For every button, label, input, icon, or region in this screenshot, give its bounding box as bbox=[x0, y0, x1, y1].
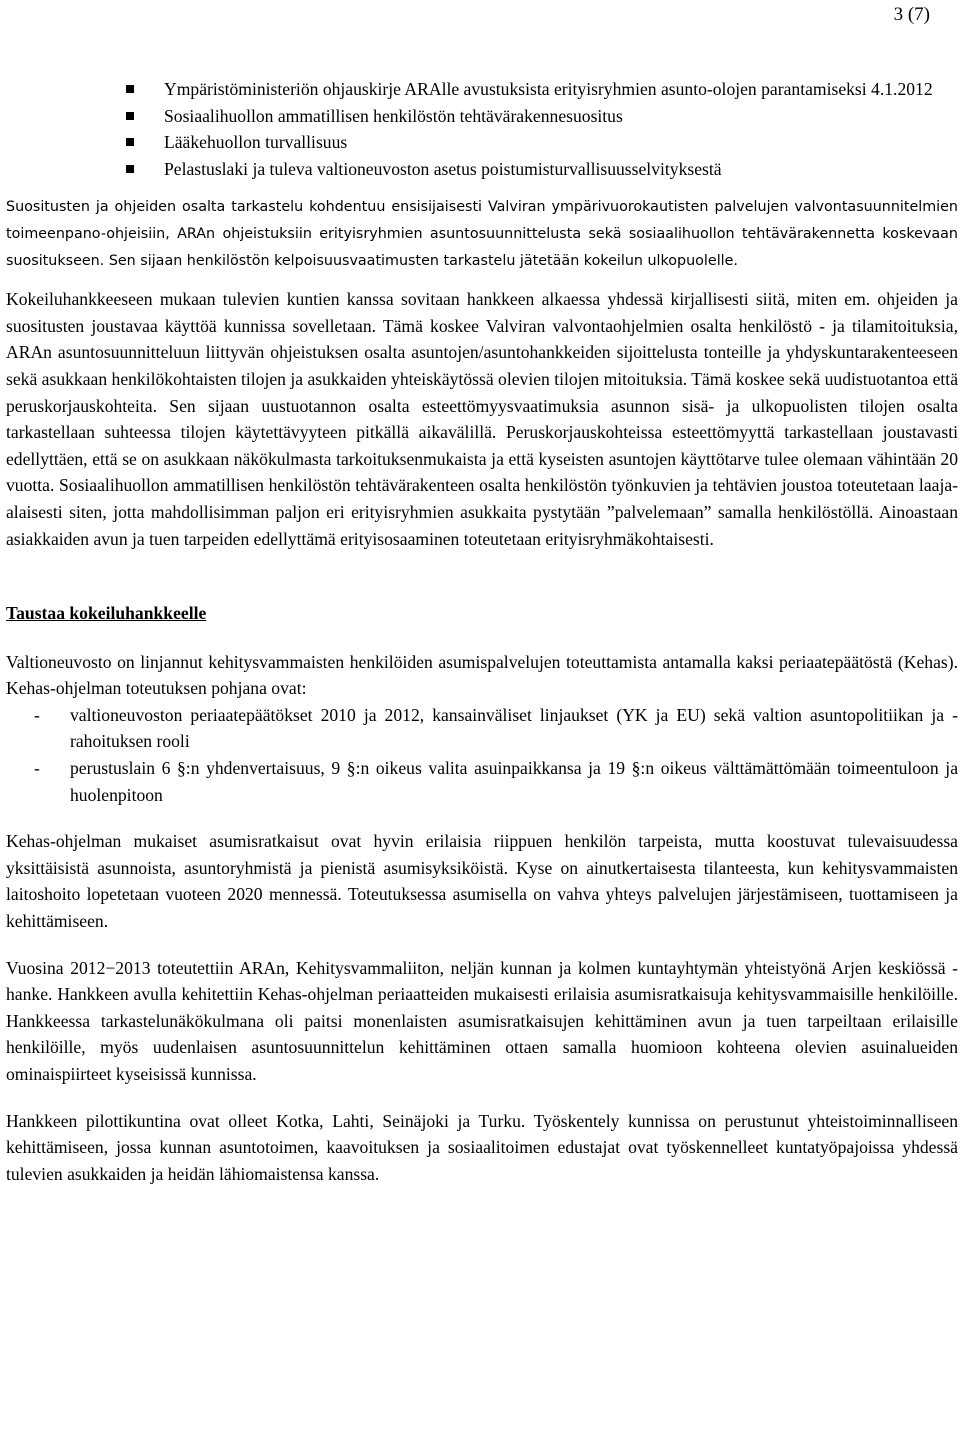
paragraph-pilot: Kokeiluhankkeeseen mukaan tulevien kuntien kanssa sovitaan hankkeen alkaessa yhdessä kirjallisesti siitä, miten em. ohjeiden ja suositusten joustavaa käyttöä kunnissa sovelletaan. Tämä koskee Valviran valvontaohjelmien osalta henkilöstö - ja tilamitoituksia, ARAn asuntosuunnitteluun liittyvän ohjeistuksen osalta asuntojen/asuntohankkeiden sijoittelusta tonteille ja yhdyskuntarakenteeseen sekä asukkaan henkilökohtaisten tilojen ja asukkaiden yhteiskäytössä olevien tilojen mitoituksia. Tämä koskee sekä uudistuotantoa että peruskorjauskohteita. Sen sijaan uustuotannon osalta esteettömyysvaatimuksia asunnon sisä- ja ulkopuolisten tilojen osalta tarkastellaan suhteessa tilojen käytettävyyteen pitkällä aikavälillä. Peruskorjauskohteissa esteettömyyttä tarkastellaan joustavasti edellyttäen, että se on asukkaan näkökulmasta tarkoituksenmukaista ja että kyseisten asuntojen käyttötarve tulee olemaan vähintään 20 vuotta. Sosiaalihuollon ammatillisen henkilöstön tehtävärakenteen osalta henkilöstön työnkuvien ja tehtävien joustoa toteutetaan laaja-alaisesti siten, jotta mahdollisimman paljon eri erityisryhmien asukkaita pystytään ”palvelemaan” samalla henkilöstöllä. Ainoastaan asiakkaiden avun ja tuen tarpeiden edellyttämä erityisosaaminen toteutetaan erityisryhmäkohtaisesti. bbox=[6, 289, 958, 549]
square-bullet-icon bbox=[126, 165, 134, 173]
square-bullet-icon bbox=[126, 112, 134, 120]
list-item: Ympäristöministeriön ohjauskirje ARAlle avustuksista erityisryhmien asunto-olojen parantamiseksi 4.1.2012 bbox=[6, 76, 958, 103]
dash-list bbox=[6, 702, 958, 808]
page-number: 3 (7) bbox=[893, 4, 930, 25]
list-item: - perustuslain 6 §:n yhdenvertaisuus, 9 §:n oikeus valita asuinpaikkansa ja 19 §:n oikeus välttämättömään toimeentuloon ja huolenpitoon bbox=[6, 755, 958, 808]
square-bullet-icon bbox=[126, 85, 134, 93]
paragraph-cities: Hankkeen pilottikuntina ovat olleet Kotka, Lahti, Seinäjoki ja Turku. Työskentely kunnissa on perustunut yhteistoiminnalliseen kehittämiseen, jossa kunnan asuntotoimen, kaavoituksen ja sosiaalitoimen edustajat ovat työskennelleet kuntatyöpajoissa yhdessä tulevien asukkaiden ja heidän lähiomaistensa kanssa. bbox=[6, 1110, 958, 1184]
reference-list bbox=[6, 76, 958, 182]
list-item: Pelastuslaki ja tuleva valtioneuvoston asetus poistumisturvallisuusselvityksestä bbox=[6, 156, 958, 183]
paragraph-government: Valtioneuvosto on linjannut kehitysvammaisten henkilöiden asumispalvelujen toteuttamista antamalla kaksi periaatepäätöstä (Kehas). Kehas-ohjelman toteutuksen pohjana ovat: bbox=[6, 651, 958, 699]
section-heading: Taustaa kokeiluhankkeelle bbox=[6, 603, 207, 624]
dash-marker: - bbox=[34, 704, 40, 725]
list-item: - valtioneuvoston periaatepäätökset 2010 ja 2012, kansainväliset linjaukset (YK ja EU) sekä valtion asuntopolitiikan ja -rahoituksen rooli bbox=[6, 702, 958, 755]
dash-marker: - bbox=[34, 758, 40, 779]
document-body bbox=[6, 76, 958, 1199]
paragraph-kehas: Kehas-ohjelman mukaiset asumisratkaisut ovat hyvin erilaisia riippuen henkilön tarpeista, mutta koostuvat tulevaisuudessa yksittäisistä asunnoista, asuntoryhmistä ja pienistä asumisyksiköistä. Kyse on ainutkertaisesta tilanteesta, kun kehitysvammaisten laitoshoito lopetetaan vuoteen 2020 mennessä. Toteutuksessa asumisella on vahva yhteys palvelujen järjestämiseen, tuottamiseen ja kehittämiseen. bbox=[6, 831, 958, 932]
list-item: Lääkehuollon turvallisuus bbox=[6, 129, 958, 156]
list-item: Sosiaalihuollon ammatillisen henkilöstön tehtävärakennesuositus bbox=[6, 103, 958, 130]
paragraph-recommendations: Suositusten ja ohjeiden osalta tarkastelu kohdentuu ensisijaisesti Valviran ympärivuorokautisten palvelujen valvontasuunnitelmien toimeenpano-ohjeisiin, ARAn ohjeistuksiin erityisryhmien asuntosuunnittelusta sekä sosiaalihuollon tehtävärakennetta koskevaan suositukseen. Sen sijaan henkilöstön kelpoisuusvaatimusten tarkastelu jätetään kokeilun ulkopuolelle. bbox=[6, 199, 958, 269]
paragraph-years: Vuosina 2012−2013 toteutettiin ARAn, Kehitysvammaliiton, neljän kunnan ja kolmen kuntayhtymän yhteistyönä Arjen keskiössä -hanke. Hankkeen avulla kehitettiin Kehas-ohjelman periaatteiden mukaisesti erilaisia asumisratkaisuja kehitysvammaisille henkilöille. Hankkeessa tarkastelunäkökulmana oli paitsi monenlaisten asumisratkaisujen kehittäminen avun ja tuen tarpeiltaan erilaisille henkilöille, myös uudenlaisen asuntosuunnittelun kehittäminen ottaen samalla huomioon kohteena olevien asuinalueiden ominaispiirteet kyseisissä kunnissa. bbox=[6, 957, 958, 1084]
square-bullet-icon bbox=[126, 138, 134, 146]
